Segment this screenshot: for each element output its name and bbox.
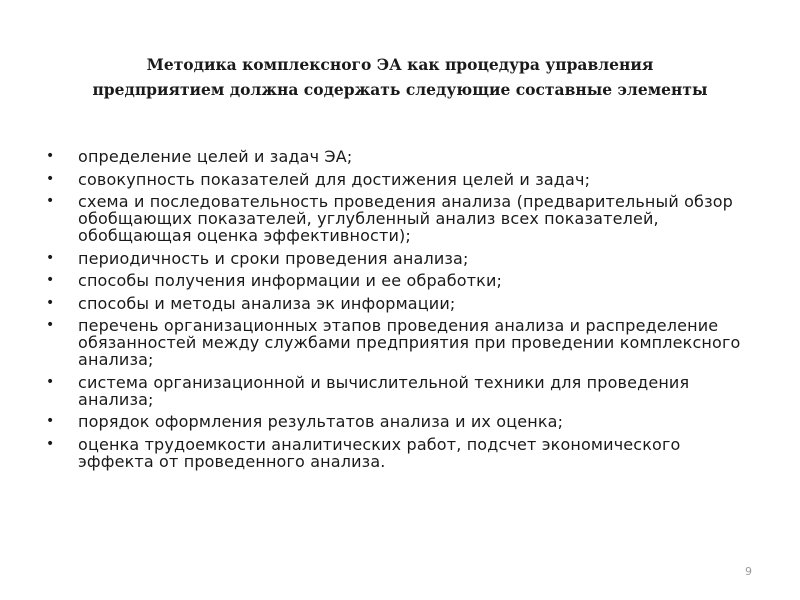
list-item	[44, 272, 744, 289]
list-item-text: способы получения информации и ее обработки;	[78, 271, 503, 290]
list-item-text: порядок оформления результатов анализа и их оценка;	[78, 412, 564, 431]
bullet-icon: •	[46, 193, 55, 209]
bullet-icon: •	[46, 317, 55, 333]
slide-title-line-1: Методика комплексного ЭА как процедура управления	[146, 55, 654, 74]
list-item-text: совокупность показателей для достижения целей и задач;	[78, 169, 591, 189]
list-item	[44, 436, 744, 470]
slide-title	[40, 52, 760, 102]
list-item	[44, 250, 744, 267]
bullet-icon: •	[46, 435, 55, 452]
list-item-text: система организационной и вычислительной техники для проведения анализа;	[78, 372, 690, 409]
bullet-list	[44, 148, 744, 475]
list-item	[44, 374, 744, 408]
slide-title-line-2: предприятием должна содержать следующие составные элементы	[92, 80, 708, 99]
list-item-text: способы и методы анализа эк информации;	[78, 293, 456, 313]
bullet-icon: •	[46, 148, 55, 164]
bullet-icon: •	[46, 373, 55, 390]
bullet-icon: •	[46, 272, 55, 288]
page-number: 9	[745, 565, 752, 578]
bullet-icon: •	[46, 294, 55, 311]
list-item-text: периодичность и сроки проведения анализа;	[78, 248, 469, 268]
list-item-text: перечень организационных этапов проведения анализа и распределение обязанностей между службами предприятия при проведении комплексного анализа;	[78, 316, 741, 369]
list-item-text: оценка трудоемкости аналитических работ, подсчет экономического эффекта от проведенного анализа.	[78, 434, 681, 471]
list-item	[44, 295, 744, 312]
list-item	[44, 148, 744, 165]
bullet-icon: •	[46, 413, 55, 429]
bullet-icon: •	[46, 249, 55, 266]
list-item	[44, 317, 744, 368]
list-item-text: схема и последовательность проведения анализа (предварительный обзор обобщающих показателей, углубленный анализ всех показателей, обобщающая оценка эффективности);	[78, 192, 733, 245]
bullet-icon: •	[46, 170, 55, 187]
list-item	[44, 171, 744, 188]
list-item	[44, 193, 744, 244]
list-item	[44, 413, 744, 430]
list-item-text: определение целей и задач ЭА;	[78, 147, 353, 166]
